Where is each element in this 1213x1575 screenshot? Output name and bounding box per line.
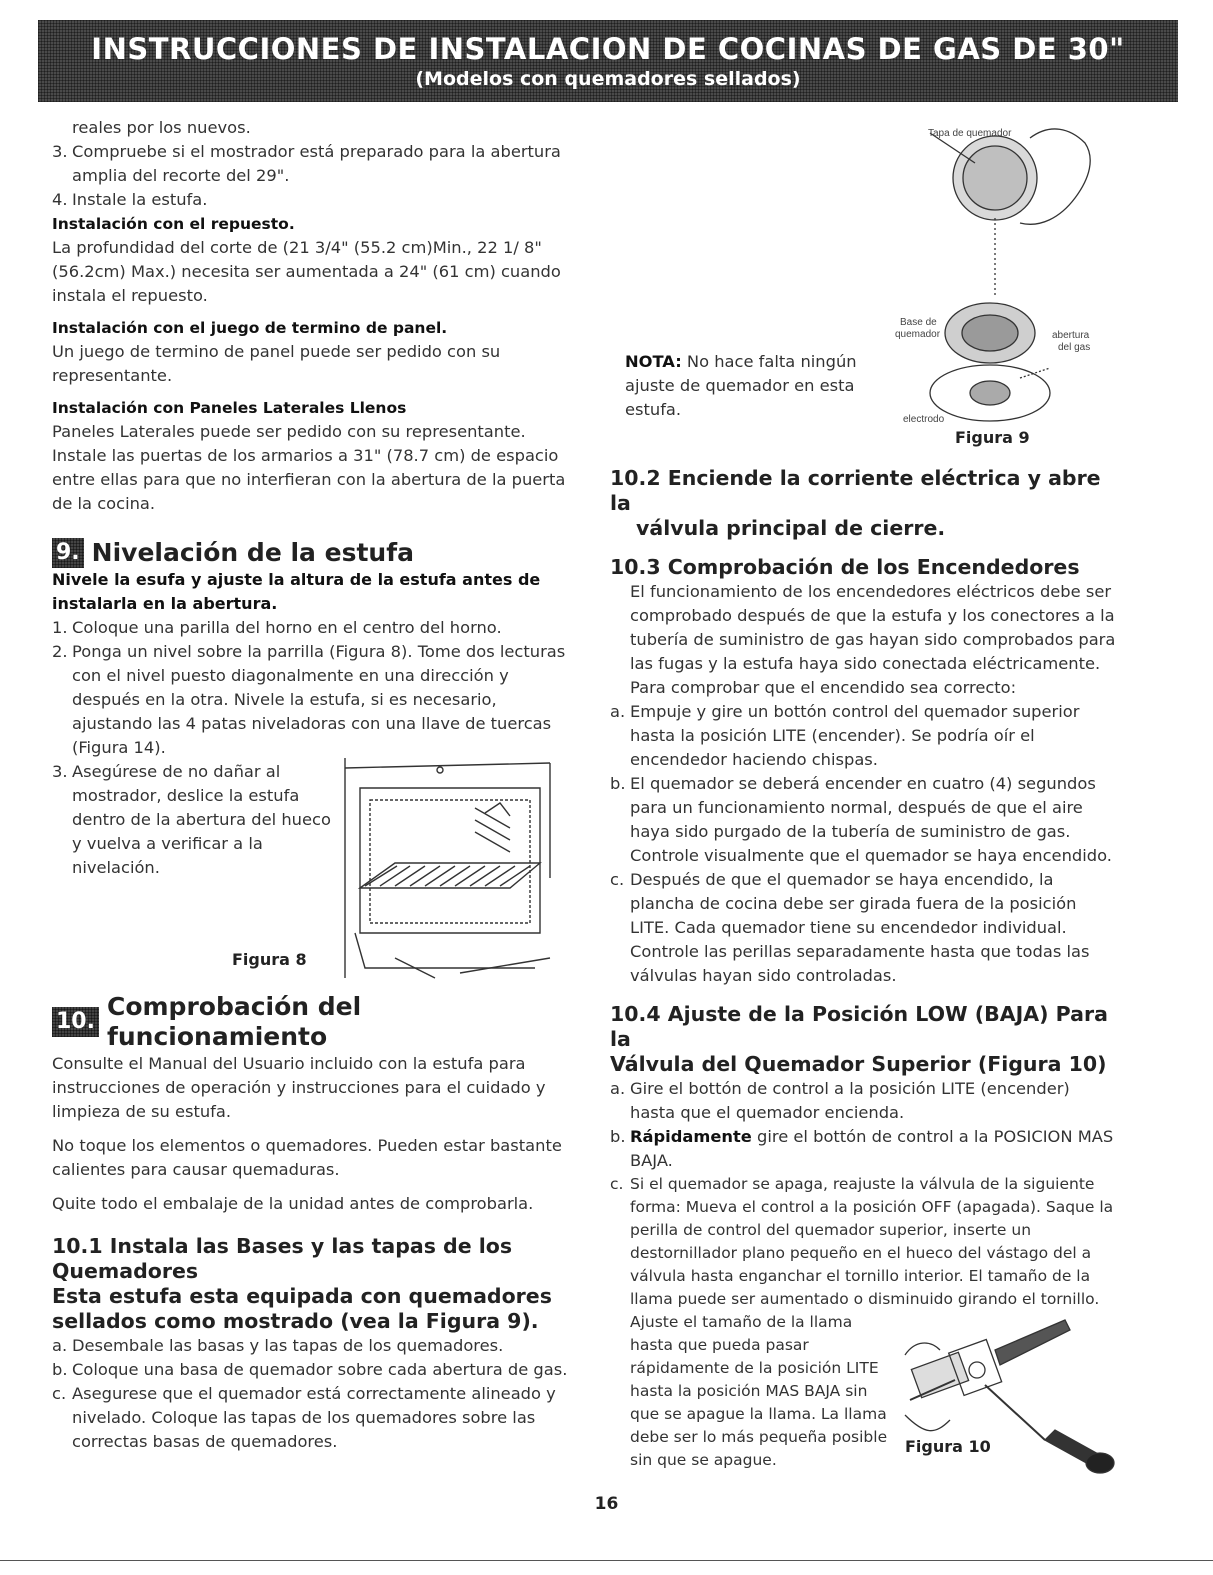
section-10-badge: 10.: [52, 1007, 99, 1037]
continued-line: reales por los nuevos.: [72, 118, 251, 137]
figure-10-valve: [895, 1315, 1120, 1485]
figure-8-oven: [335, 758, 560, 983]
section-10-3-intro: El funcionamiento de los encendedores eléctricos debe ser comprobado después de que la estufa y los conectores a la tubería de suministro de gas hayan sido comprobados para las fugas y la estufa haya sido conectada eléctricamente. Para comprobar que el encendido sea correcto:: [630, 582, 1116, 697]
section-10-p3: Quite todo el embalaje de la unidad antes de comprobarla.: [52, 1194, 534, 1213]
banner-title: INSTRUCCIONES DE INSTALACION DE COCINAS DE GAS DE 30": [91, 32, 1125, 66]
list-item: b. Rápidamente gire el bottón de control a la POSICION MAS BAJA.: [610, 1127, 1114, 1170]
section-9-lead: Nivele la esufa y ajuste la altura de la estufa antes de instalarla en la abertura.: [52, 570, 541, 613]
gas-label-1: abertura: [1052, 330, 1090, 341]
section-9-badge: 9.: [52, 538, 84, 568]
section-9-heading: [52, 538, 572, 568]
gas-label-2: del gas: [1058, 342, 1091, 353]
figure-8-caption: Figura 8: [232, 950, 307, 969]
section-10-4-c2: Ajuste el tamaño de la llama hasta que pueda pasar rápidamente de la posición LITE hasta la posición MAS BAJA sin que se apague la llama. La llama debe ser lo más pequeña posible sin que se apague.: [630, 1313, 888, 1469]
repuesto-heading: Instalación con el repuesto.: [52, 215, 295, 233]
section-10-1-title: 10.1 Instala las Bases y las tapas de los Quemadores: [52, 1234, 513, 1283]
section-10-p1: Consulte el Manual del Usuario incluido con la estufa para instrucciones de operación y instrucciones para el cuidado y limpieza de su estufa.: [52, 1054, 546, 1121]
banner-subtitle: (Modelos con quemadores sellados): [415, 68, 801, 90]
page-number: 16: [594, 1494, 619, 1514]
list-item: c. Después de que el quemador se haya encendido, la plancha de cocina debe ser girada fuera de la posición LITE. Cada quemador tiene su encendedor individual. Controle las perillas separadamente hasta que todas las válvulas hayan sido controladas.: [610, 870, 1090, 985]
laterales-heading: Instalación con Paneles Laterales Llenos: [52, 399, 407, 417]
section-10: [52, 992, 582, 1454]
list-item: c. Si el quemador se apaga, reajuste la válvula de la siguiente forma: Mueva el control a la posición OFF (apagada). Saque la perilla de control del quemador superior, inserte un destornillador plano pequeño en el hueco del vástago del a válvula hasta enganchar el tornillo interior. El tamaño de la llama puede ser aumentado o disminuido girando el tornillo.: [610, 1175, 1114, 1308]
repuesto-text: La profundidad del corte de (21 3/4" (55.2 cm)Min., 22 1/ 8" (56.2cm) Max.) necesita ser aumentada a 24" (61 cm) cuando instala el repuesto.: [52, 238, 561, 305]
nota-label: NOTA:: [625, 352, 682, 371]
figure-9-caption: Figura 9: [955, 428, 1030, 447]
list-item: c. Asegurese que el quemador está correctamente alineado y nivelado. Coloque las tapas de los quemadores sobre las correctas basas de quemadores.: [52, 1384, 556, 1451]
section-10-4-title: 10.4 Ajuste de la Posición LOW (BAJA) Para la Válvula del Quemador Superior (Figura 10): [610, 1002, 1108, 1076]
list-item: 3. Compruebe si el mostrador está preparado para la abertura amplia del recorte del 29".: [52, 142, 561, 185]
base-label-2: quemador: [895, 329, 941, 340]
oven-rack-icon: [335, 758, 560, 983]
section-10-title: Comprobación del funcionamiento: [106, 992, 362, 1051]
figure-10-caption: Figura 10: [905, 1437, 991, 1456]
section-10-heading: [52, 992, 582, 1052]
panel-heading: Instalación con el juego de termino de panel.: [52, 319, 448, 337]
electrode-label: electrodo: [903, 414, 945, 425]
list-item: b. Coloque una basa de quemador sobre cada abertura de gas.: [52, 1360, 568, 1379]
laterales-text: Paneles Laterales puede ser pedido con su representante. Instale las puertas de los armarios a 31" (78.7 cm) de espacio entre ellas para que no interfieran con la abertura de la puerta de la cocina.: [52, 422, 566, 513]
section-10-2-title: 10.2 Enciende la corriente eléctrica y abre la válvula principal de cierre.: [610, 466, 1101, 540]
list-item: a. Empuje y gire un bottón control del quemador superior hasta la posición LITE (encender). Se podría oír el encendedor haciendo chispas.: [610, 702, 1080, 769]
list-item: b. El quemador se deberá encender en cuatro (4) segundos para un funcionamiento normal, después de que el aire haya sido purgado de la tubería de suministro de gas. Controle visualmente que el quemador se haya encendido.: [610, 774, 1112, 865]
header-banner: [38, 20, 1178, 102]
base-label-1: Base de: [900, 317, 937, 328]
cap-label: Tapa de quemador: [928, 128, 1012, 139]
list-item: 2. Ponga un nivel sobre la parrilla (Figura 8). Tome dos lecturas con el nivel puesto diagonalmente en una dirección y después en la otra. Nivele la estufa, si es necesario, ajustando las 4 patas niveladoras con una llave de tuercas (Figura 14).: [52, 642, 566, 757]
section-10-p2: No toque los elementos o quemadores. Pueden estar bastante calientes para causar quemaduras.: [52, 1136, 562, 1179]
panel-text: Un juego de termino de panel puede ser pedido con su representante.: [52, 342, 501, 385]
burner-assembly-icon: [870, 118, 1110, 438]
list-item: 1. Coloque una parilla del horno en el centro del horno.: [52, 618, 502, 637]
list-item: a. Desembale las basas y las tapas de los quemadores.: [52, 1336, 504, 1355]
list-item: a. Gire el bottón de control a la posición LITE (encender) hasta que el quemador encienda.: [610, 1079, 1070, 1122]
list-item: 4. Instale la estufa.: [52, 190, 208, 209]
nota: [625, 350, 875, 422]
section-10-1-subtitle: Esta estufa esta equipada con quemadores sellados como mostrado (vea la Figura 9).: [52, 1284, 552, 1333]
figure-9-burner: [870, 118, 1110, 438]
nota-text: No hace falta ningún ajuste de quemador en esta estufa.: [625, 352, 857, 419]
list-item: 3. Asegúrese de no dañar al mostrador, deslice la estufa dentro de la abertura del hueco y vuelva a verificar a la nivelación.: [52, 762, 331, 877]
section-9-title: Nivelación de la estufa: [91, 538, 414, 567]
divider: [0, 1560, 1213, 1561]
section-10-3-title: 10.3 Comprobación de los Encendedores: [610, 555, 1080, 579]
screwdriver-valve-icon: [895, 1315, 1120, 1485]
